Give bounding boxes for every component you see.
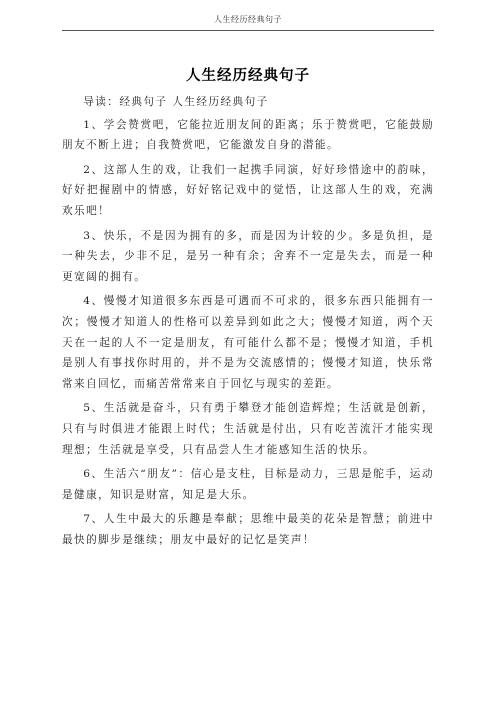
body-paragraph: 1、学会赞赏吧，它能拉近朋友间的距离；乐于赞赏吧，它能鼓励朋友不断上进；自我赞赏吧，它能激发自身的潜能。 — [62, 118, 434, 152]
document-body — [62, 92, 434, 554]
body-paragraph: 4、慢慢才知道很多东西是可遇而不可求的，很多东西只能拥有一次；慢慢才知道人的性格可以差异到如此之大；慢慢才知道，两个天天在一起的人不一定是朋友，有可能什么都不是；慢慢才知道，手机是别人有事找你时用的，并不是为交流感情的；慢慢才知道，快乐常常来自回忆，而痛苦常常来自于回忆与现实的差距。 — [62, 295, 434, 390]
document-title: 人生经历经典句子 — [186, 67, 310, 84]
header-divider — [62, 30, 434, 31]
body-paragraph: 5、生活就是奋斗，只有勇于攀登才能创造辉煌；生活就是创新，只有与时俱进才能跟上时代；生活就是付出，只有吃苦流汗才能实现理想；生活就是享受，只有品尝人生才能感知生活的快乐。 — [62, 402, 434, 456]
body-paragraph: 6、生活六“朋友”：信心是支柱，目标是动力，三思是舵手，运动是健康，知识是财富，知足是大乐。 — [62, 468, 434, 501]
running-header: 人生经历经典句子 — [214, 15, 282, 24]
lead-paragraph: 导读：经典句子 人生经历经典句子 — [83, 96, 269, 108]
body-paragraph: 3、快乐，不是因为拥有的多，而是因为计较的少。多是负担，是一种失去，少非不足，是另一种有余；舍弃不一定是失去，而是一种更宽阔的拥有。 — [62, 229, 434, 283]
body-paragraph: 2、这部人生的戏，让我们一起携手同演，好好珍惜途中的韵味，好好把握剧中的情感，好好铭记戏中的觉悟，让这部人生的戏，充满欢乐吧！ — [62, 163, 434, 217]
body-paragraph: 7、人生中最大的乐趣是奉献；思维中最美的花朵是智慧；前进中最快的脚步是继续；朋友中最好的记忆是笑声！ — [62, 513, 434, 546]
